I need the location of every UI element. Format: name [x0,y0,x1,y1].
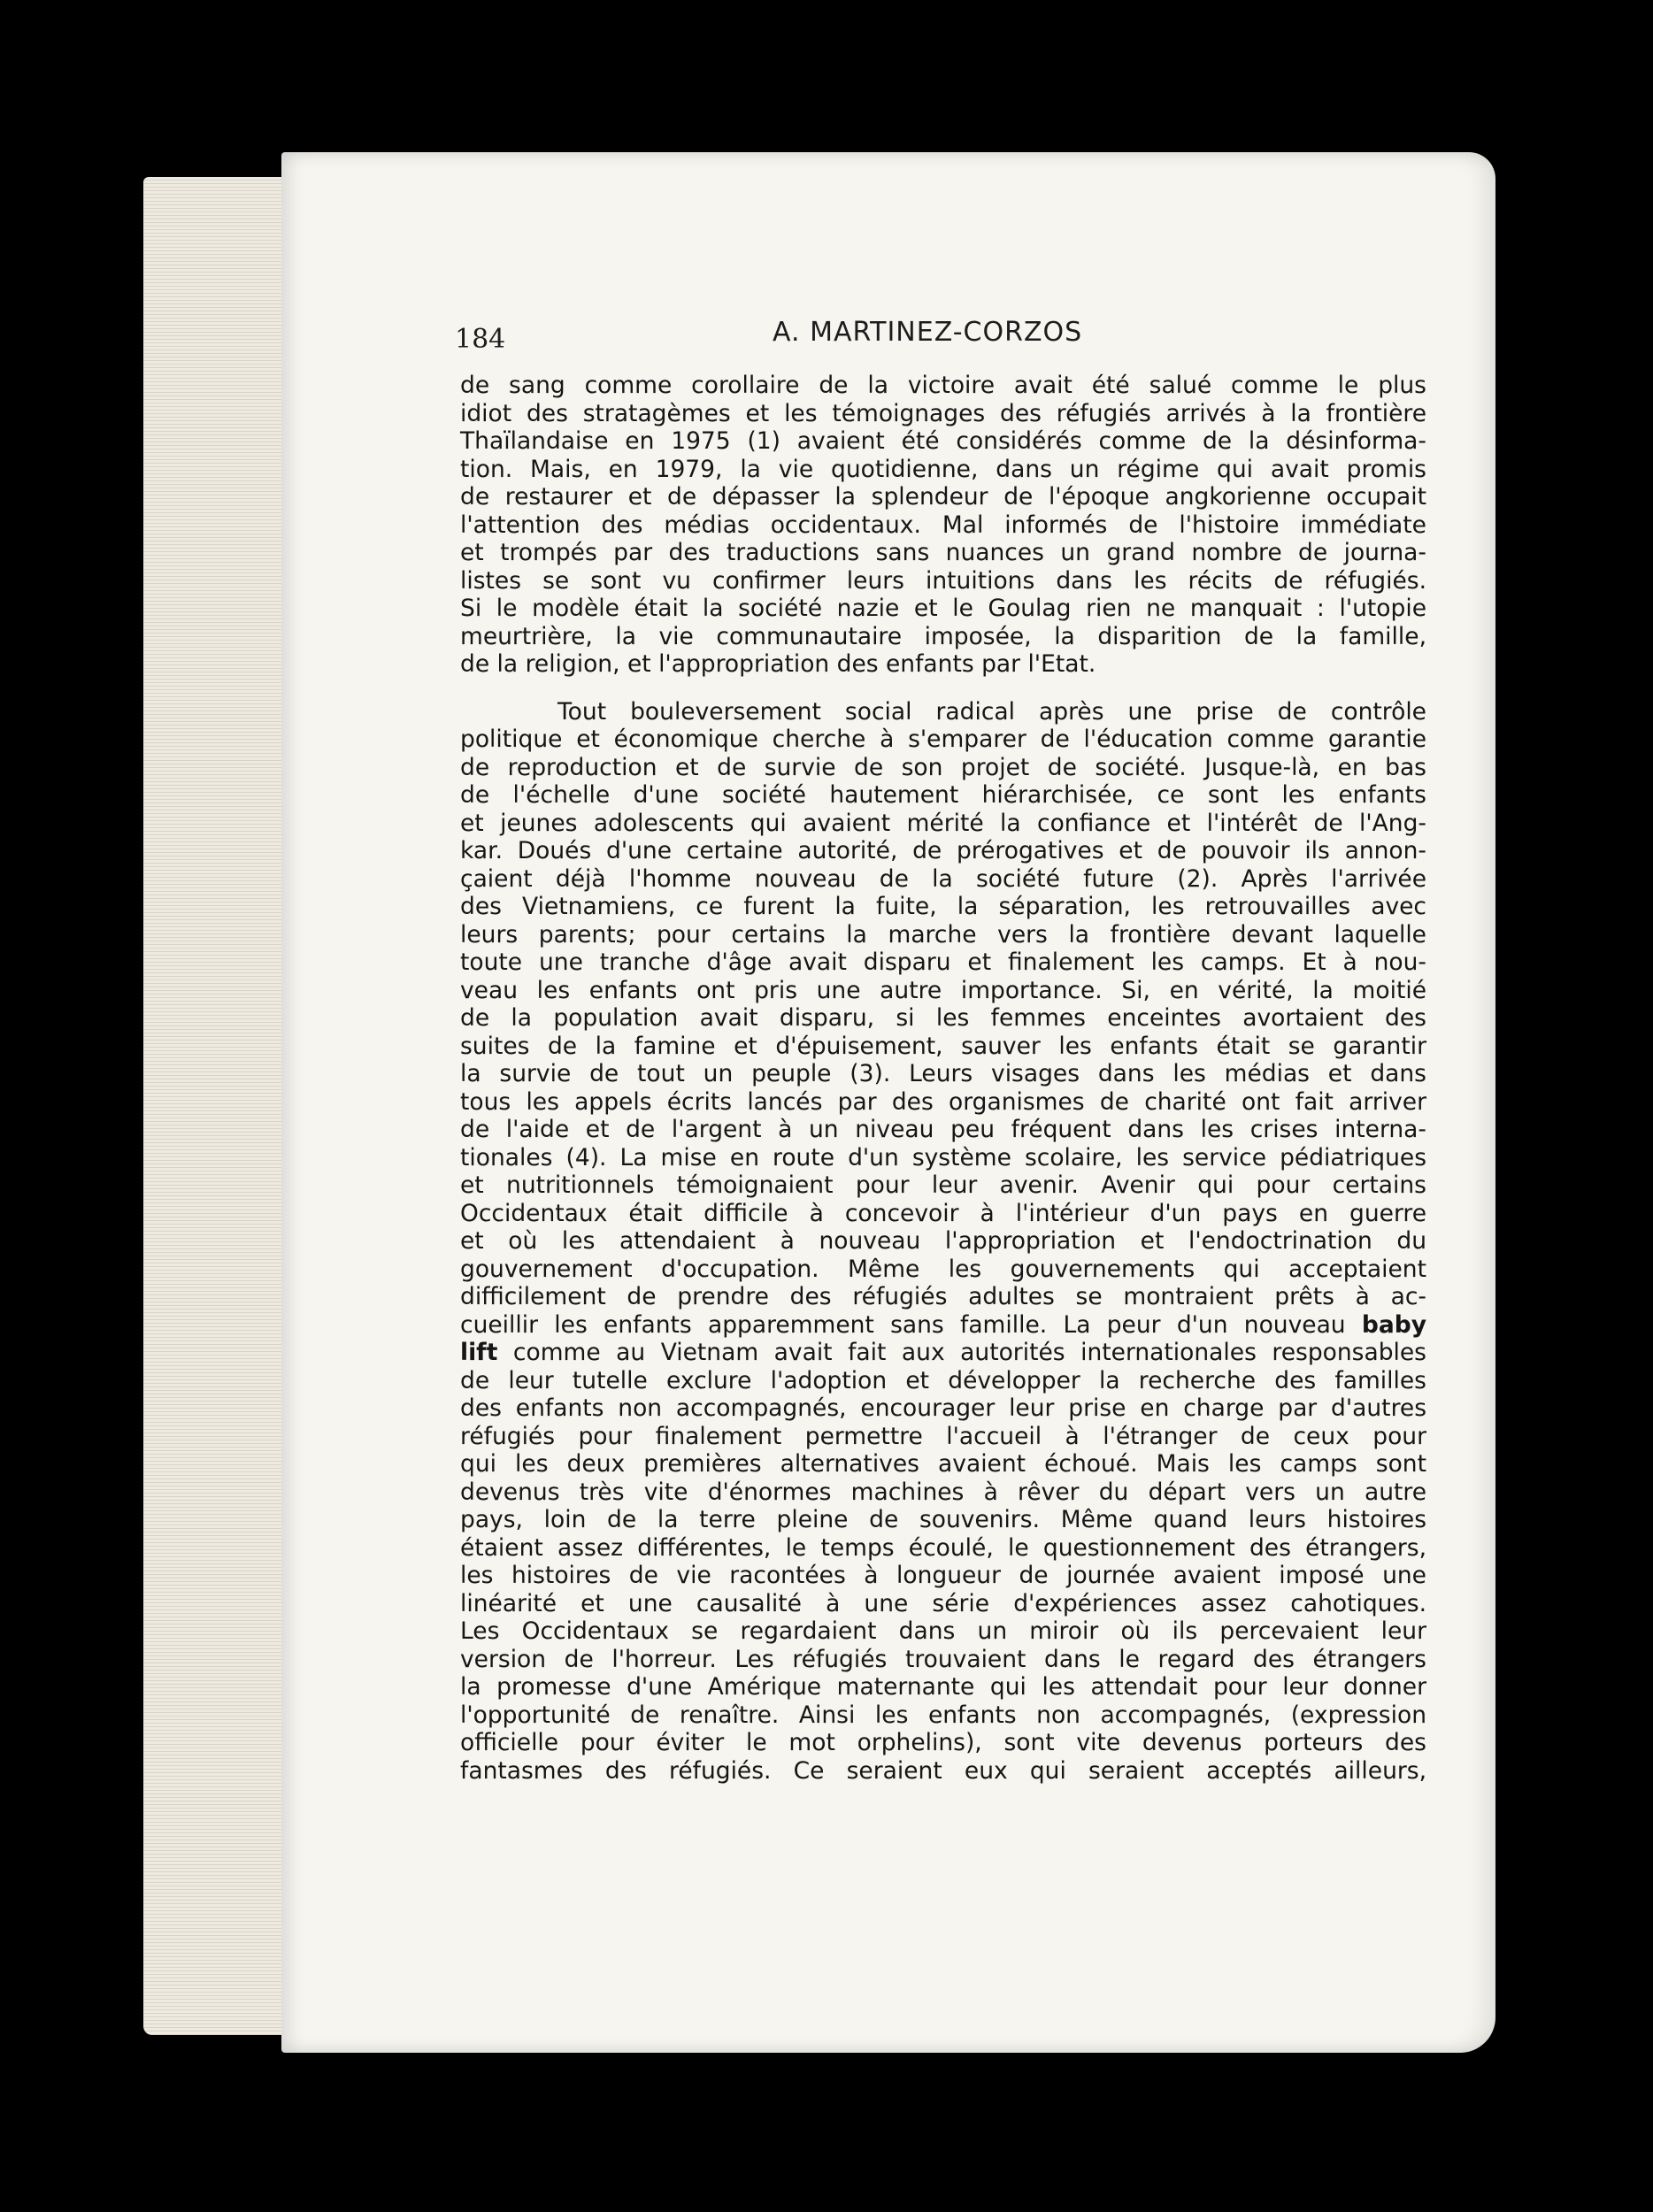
text-line: de sang comme corollaire de la victoire avait été salué comme le plus [460,372,1426,399]
text-line: réfugiés pour finalement permettre l'accueil à l'étranger de ceux pour [460,1422,1426,1450]
running-head: A. MARTINEZ-CORZOS [773,317,1083,348]
text-line: devenus très vite d'énormes machines à rêver du départ vers un autre [460,1478,1426,1506]
text-line: et jeunes adolescents qui avaient mérité la confiance et l'intérêt de l'Ang- [460,809,1426,837]
paragraph-1 [460,372,1426,679]
body-text [460,372,1426,1785]
text-line: fantasmes des réfugiés. Ce seraient eux qui seraient acceptés ailleurs, [460,1756,1426,1785]
paragraph-gap [460,679,1426,698]
text-segment: comme au Vietnam avait fait aux autorités internationales responsables [512,1339,1426,1366]
page [281,152,1495,2053]
text-line: des enfants non accompagnés, encourager leur prise en charge par d'autres [460,1394,1426,1422]
text-line: listes se sont vu confirmer leurs intuitions dans les récits de réfugiés. [460,566,1426,595]
text-line: étaient assez différentes, le temps écoulé, le questionnement des étrangers, [460,1533,1426,1562]
paragraph-2 [460,698,1426,1786]
text-line: Tout bouleversement social radical après une prise de contrôle [557,697,1426,726]
text-line: tionales (4). La mise en route d'un système scolaire, les service pédiatriques [460,1143,1426,1171]
text-line: gouvernement d'occupation. Même les gouvernements qui acceptaient [460,1255,1426,1283]
bold-term: baby [1361,1310,1426,1339]
text-line: idiot des stratagèmes et les témoignages des réfugiés arrivés à la frontière [460,399,1426,427]
text-line: toute une tranche d'âge avait disparu et finalement les camps. Et à nou- [460,949,1426,976]
bold-term: lift [460,1339,498,1366]
text-line: de leur tutelle exclure l'adoption et développer la recherche des familles [460,1366,1426,1394]
text-line: les histoires de vie racontées à longueur de journée avaient imposé une [460,1562,1426,1589]
text-line: kar. Doués d'une certaine autorité, de prérogatives et de pouvoir ils annon- [460,837,1426,864]
text-line: linéarité et une causalité à une série d'expériences assez cahotiques. [460,1589,1426,1617]
text-line: meurtrière, la vie communautaire imposée, la disparition de la famille, [460,622,1426,650]
text-line-with-bold [460,1311,1426,1340]
text-line: Thaïlandaise en 1975 (1) avaient été considérés comme de la désinforma- [460,427,1426,455]
text-line: de la religion, et l'appropriation des enfants par l'Etat. [460,650,1096,678]
text-line: de l'échelle d'une société hautement hiérarchisée, ce sont les enfants [460,781,1426,809]
text-line: version de l'horreur. Les réfugiés trouvaient dans le regard des étrangers [460,1645,1426,1673]
text-line: tous les appels écrits lancés par des organismes de charité ont fait arriver [460,1087,1426,1116]
text-line: çaient déjà l'homme nouveau de la société future (2). Après l'arrivée [460,864,1426,893]
text-line: et où les attendaient à nouveau l'appropriation et l'endoctrination du [460,1227,1426,1255]
text-line: difficilement de prendre des réfugiés adultes se montraient prêts à ac- [460,1283,1426,1310]
text-line: de la population avait disparu, si les femmes enceintes avortaient des [460,1004,1426,1032]
text-line: de restaurer et de dépasser la splendeur de l'époque angkorienne occupait [460,483,1426,511]
text-line: qui les deux premières alternatives avaient échoué. Mais les camps sont [460,1450,1426,1478]
text-line: de l'aide et de l'argent à un niveau peu fréquent dans les crises interna- [460,1116,1426,1143]
text-line-with-bold [460,1339,1426,1367]
text-segment: cueillir les enfants apparemment sans famille. La peur d'un nouveau [460,1310,1346,1339]
text-line: Si le modèle était la société nazie et le Goulag rien ne manquait : l'utopie [460,595,1426,622]
text-line: la promesse d'une Amérique maternante qui les attendait pour leur donner [460,1673,1426,1701]
text-line: leurs parents; pour certains la marche vers la frontière devant laquelle [460,920,1426,949]
text-line: de reproduction et de survie de son projet de société. Jusque-là, en bas [460,753,1426,781]
text-line: politique et économique cherche à s'emparer de l'éducation comme garantie [460,726,1426,753]
text-line: tion. Mais, en 1979, la vie quotidienne, dans un régime qui avait promis [460,455,1426,483]
text-line: Les Occidentaux se regardaient dans un miroir où ils percevaient leur [460,1617,1426,1645]
page-stack-edges [143,177,303,2035]
text-line: la survie de tout un peuple (3). Leurs visages dans les médias et dans [460,1060,1426,1087]
text-line: pays, loin de la terre pleine de souvenirs. Même quand leurs histoires [460,1506,1426,1533]
text-line: veau les enfants ont pris une autre importance. Si, en vérité, la moitié [460,976,1426,1004]
page-number: 184 [455,324,506,355]
text-line: des Vietnamiens, ce furent la fuite, la séparation, les retrouvailles avec [460,893,1426,920]
text-line: et nutritionnels témoignaient pour leur avenir. Avenir qui pour certains [460,1171,1426,1199]
text-line: officielle pour éviter le mot orphelins), sont vite devenus porteurs des [460,1729,1426,1756]
text-line: suites de la famine et d'épuisement, sauver les enfants était se garantir [460,1032,1426,1060]
text-line: l'attention des médias occidentaux. Mal informés de l'histoire immédiate [460,511,1426,539]
text-line: l'opportunité de renaître. Ainsi les enfants non accompagnés, (expression [460,1701,1426,1729]
text-line: et trompés par des traductions sans nuances un grand nombre de journa- [460,539,1426,566]
text-line: Occidentaux était difficile à concevoir à l'intérieur d'un pays en guerre [460,1199,1426,1227]
